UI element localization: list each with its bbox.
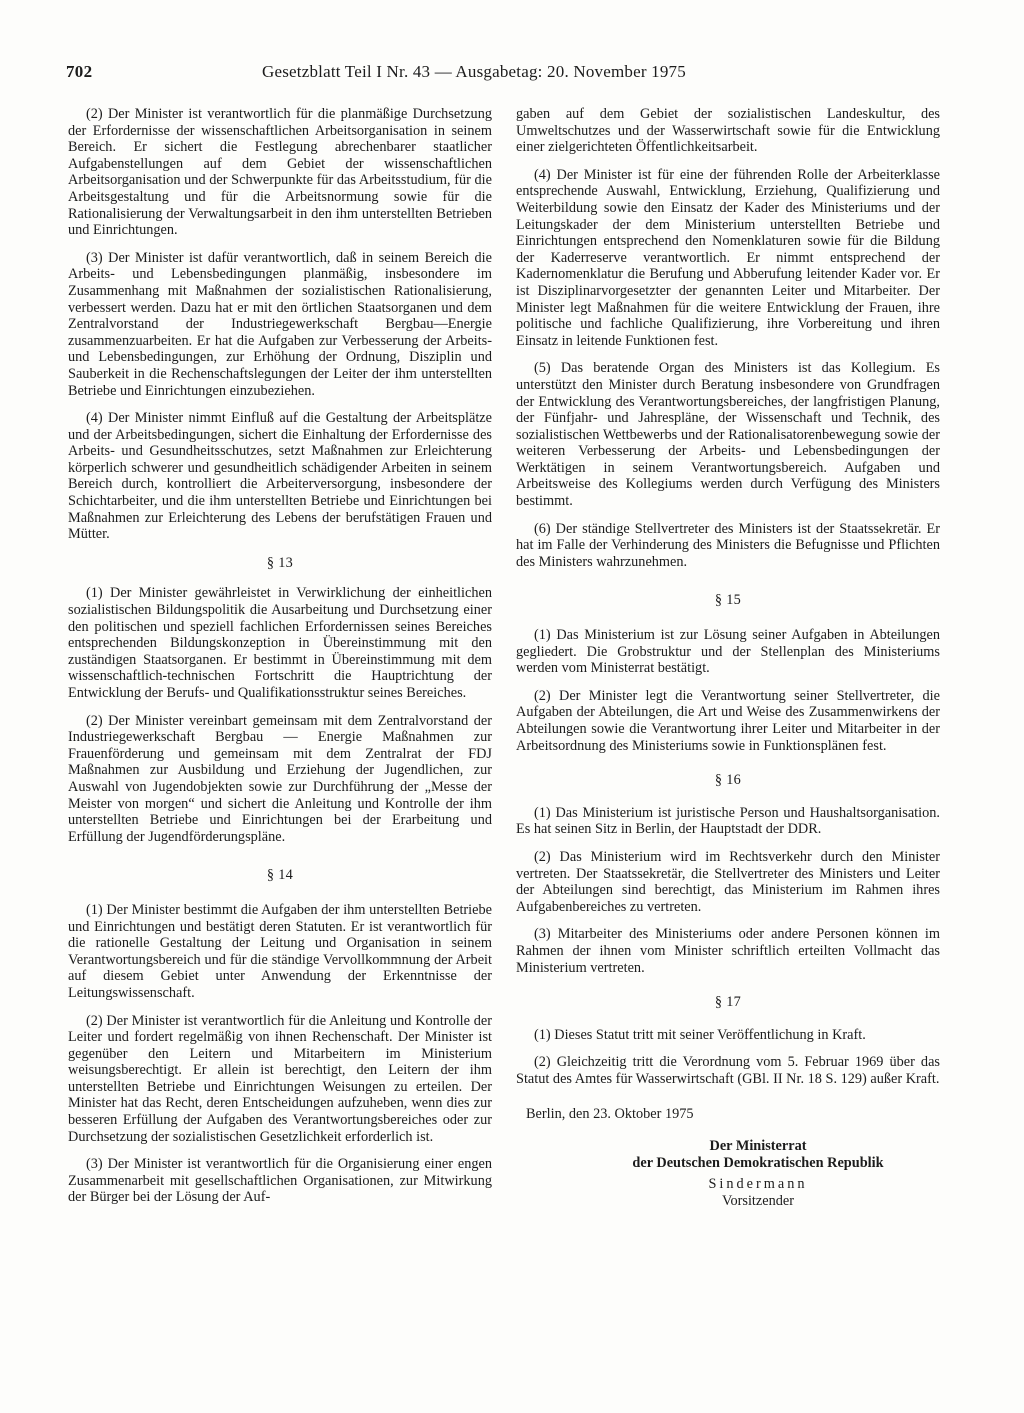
signature-block	[576, 1138, 940, 1210]
paragraph-13-1: (1) Der Minister gewährleistet in Verwirklichung der einheitlichen sozialistischen Bildungspolitik die Ausarbeitung und Durchsetzung einer den politischen und speziell fachlichen Erfordernissen seines Bereiches entsprechenden Bildungskonzeption in Übereinstimmung mit den zuständigen Staatsorganen. Er bestimmt in Übereinstimmung mit dem wissenschaftlich-technischen Fortschritt die Hauptrichtung der Entwicklung der Berufs- und Qualifikationsstruktur seines Bereiches.	[68, 585, 492, 701]
section-heading-13: § 13	[266, 554, 294, 571]
signature-issuer-line-2: der Deutschen Demokratischen Republik	[632, 1155, 884, 1172]
left-column	[68, 106, 492, 1217]
paragraph-15-1: (1) Das Ministerium ist zur Lösung seiner Aufgaben in Abteilungen gegliedert. Die Grobstruktur und der Stellenplan des Ministeriums werden vom Ministerrat bestätigt.	[516, 627, 940, 677]
paragraph-14-3: (3) Der Minister ist verantwortlich für die Organisierung einer engen Zusammenarbeit mit gesellschaftlichen Organisationen, zur Mitwirkung der Bürger bei der Lösung der Auf-	[68, 1156, 492, 1206]
paragraph-16-3: (3) Mitarbeiter des Ministeriums oder andere Personen können im Rahmen der ihnen vom Minister schriftlich erteilten Vollmacht das Ministerium vertreten.	[516, 926, 940, 976]
paragraph-14-4: (4) Der Minister ist für eine der führenden Rolle der Arbeiterklasse entsprechende Auswahl, Entwicklung, Erziehung, Qualifizierung und Weiterbildung sowie den Einsatz der Kader des Ministeriums und der Leitungskader der dem Ministerium unterstellten Betriebe und Einrichtungen entsprechend den Nomenklaturen sowie für die Bildung der Kaderreserve verantwortlich. Er nimmt entsprechend der Kadernomenklatur die Berufung und Abberufung leitender Kader vor. Er ist Disziplinarvorgesetzter der genannten Leiter und Mitarbeiter. Der Minister legt Maßnahmen für die weitere Entwicklung der Frauen, ihre politische und fachliche Qualifizierung, ihre Vorbereitung und ihren Einsatz in leitende Funktionen fest.	[516, 166, 940, 349]
page-number: 702	[66, 62, 93, 81]
paragraph-12-2: (2) Der Minister ist verantwortlich für die planmäßige Durchsetzung der Erfordernisse der wissenschaftlichen Arbeitsorganisation in seinem Bereich. Er sichert die Festlegung abrechenbarer staatlicher Aufgabenstellungen auf dem Gebiet der wissenschaftlichen Arbeitsorganisation und der Schwerpunkte für das Arbeitsstudium, für die Arbeitsgestaltung und für die Arbeitsnormung sowie für die Rationalisierung der Verwaltungsarbeit in den ihm unterstellten Betrieben und Einrichtungen.	[68, 106, 492, 239]
paragraph-13-2: (2) Der Minister vereinbart gemeinsam mit dem Zentralvorstand der Industriegewerkschaft Bergbau — Energie Maßnahmen zur Frauenförderung und gemeinsam mit dem Zentralrat der FDJ Maßnahmen zur Ausbildung und Erziehung der Jugendlichen, zur Auswahl von Jugendobjekten sowie zur Durchführung der „Messe der Meister von morgen“ und sichert die Anleitung und Kontrolle der ihm unterstellten Betriebe und Einrichtungen bei der Erarbeitung und Erfüllung der Jugendförderungspläne.	[68, 712, 492, 845]
paragraph-14-2: (2) Der Minister ist verantwortlich für die Anleitung und Kontrolle der Leiter und fordert regelmäßig von ihnen Rechenschaft. Der Minister ist gegenüber den Leitern und Mitarbeitern im Ministerium weisungsberechtigt. Er allein ist berechtigt, den Leitern der ihm unterstellten Betriebe und Einrichtungen Weisungen zu erteilen. Der Minister hat das Recht, deren Entscheidungen aufzuheben, wenn dies zur besseren Erfüllung der Aufgaben des Verantwortungsbereiches oder zur Durchsetzung der sozialistischen Gesetzlichkeit erforderlich ist.	[68, 1012, 492, 1145]
section-heading-15: § 15	[714, 592, 742, 609]
section-heading-16: § 16	[714, 772, 742, 789]
section-heading-14: § 14	[266, 867, 294, 884]
signatory-role: Vorsitzender	[722, 1193, 794, 1210]
signature-issuer-line-1: Der Ministerrat	[709, 1138, 807, 1155]
signatory-name: Sindermann	[708, 1176, 808, 1193]
paragraph-12-4: (4) Der Minister nimmt Einfluß auf die Gestaltung der Arbeitsplätze und der Arbeitsbedingungen, sichert die Einhaltung der Erfordernisse des Arbeits- und Gesundheitsschutzes, setzt Maßnahmen zur Erleichterung körperlich schwerer und gesundheitlich schädigender Arbeiten in seinem Bereich durch, kontrolliert die Arbeiterversorgung, insbesondere der Schichtarbeiter, und die ihm unterstellten Betriebe und Einrichtungen bei Maßnahmen zur Erleichterung des Lebens der berufstätigen Frauen und Mütter.	[68, 410, 492, 543]
paragraph-14-1: (1) Der Minister bestimmt die Aufgaben der ihm unterstellten Betriebe und Einrichtungen und bestätigt deren Statuten. Er ist verantwortlich für die rationelle Gestaltung der Leitung und Organisation in seinem Verantwortungsbereich und für die ständige Vervollkommnung der Arbeit auf diesem Gebiet unter Anwendung der Erkenntnisse der Leitungswissenschaft.	[68, 901, 492, 1001]
paragraph-12-3: (3) Der Minister ist dafür verantwortlich, daß in seinem Bereich die Arbeits- und Lebensbedingungen planmäßig, insbesondere im Zusammenhang mit Maßnahmen der sozialistischen Rationalisierung, verbessert werden. Dazu hat er mit den örtlichen Staatsorganen und dem Zentralvorstand der Industriegewerkschaft Bergbau—Energie zusammenzuarbeiten. Er hat die Aufgaben zur Verbesserung der Arbeits- und Lebensbedingungen, zur Erhöhung der Ordnung, Disziplin und Sauberkeit in die Rechenschaftslegungen der Leiter der ihm unterstellten Betriebe und Einrichtungen einzubeziehen.	[68, 249, 492, 399]
paragraph-15-2: (2) Der Minister legt die Verantwortung seiner Stellvertreter, die Aufgaben der Abteilungen, die Art und Weise des Zusammenwirkens der Abteilungen sowie die Verantwortung ihrer Leiter und Mitarbeiter in der Arbeitsordnung des Ministeriums sowie in Funktionsplänen fest.	[516, 687, 940, 754]
paragraph-16-1: (1) Das Ministerium ist juristische Person und Haushaltsorganisation. Es hat seinen Sitz in Berlin, der Hauptstadt der DDR.	[516, 804, 940, 838]
paragraph-14-5: (5) Das beratende Organ des Ministers ist das Kollegium. Es unterstützt den Minister durch Beratung insbesondere von Grundfragen der Entwicklung des Verantwortungsbereiches, der langfristigen Planung, der Fünfjahr- und Jahrespläne, der Wissenschaft und Technik, des sozialistischen Wettbewerbs und der Rationalisatorenbewegung sowie der weiteren Verbesserung der Arbeits- und Lebensbedingungen der Werktätigen in seinem Verantwortungsbereich. Aufgaben und Arbeitsweise des Kollegiums werden durch Verfügung des Ministers bestimmt.	[516, 360, 940, 510]
paragraph-14-6: (6) Der ständige Stellvertreter des Ministers ist der Staatssekretär. Er hat im Falle der Verhinderung des Ministers die Befugnisse und Pflichten des Ministers wahrzunehmen.	[516, 520, 940, 570]
place-and-date: Berlin, den 23. Oktober 1975	[526, 1105, 694, 1122]
paragraph-17-2: (2) Gleichzeitig tritt die Verordnung vom 5. Februar 1969 über das Statut des Amtes für Wasserwirtschaft (GBl. II Nr. 18 S. 129) außer Kraft.	[516, 1054, 940, 1087]
section-heading-17: § 17	[714, 994, 742, 1011]
running-title: Gesetzblatt Teil I Nr. 43 — Ausgabetag: 20. November 1975	[262, 62, 686, 81]
page-header	[66, 62, 956, 86]
paragraph-14-3-continued: gaben auf dem Gebiet der sozialistischen Landeskultur, des Umweltschutzes und der Wasserwirtschaft sowie für die Entwicklung einer zielgerichteten Öffentlichkeitsarbeit.	[516, 106, 940, 156]
paragraph-17-1: (1) Dieses Statut tritt mit seiner Veröffentlichung in Kraft.	[534, 1026, 866, 1043]
right-column	[516, 106, 940, 1210]
paragraph-16-2: (2) Das Ministerium wird im Rechtsverkehr durch den Minister vertreten. Der Staatssekretär, die Stellvertreter des Ministers und Leiter der Abteilungen sind berechtigt, das Ministerium im Rahmen ihres Aufgabenbereiches zu vertreten.	[516, 848, 940, 915]
